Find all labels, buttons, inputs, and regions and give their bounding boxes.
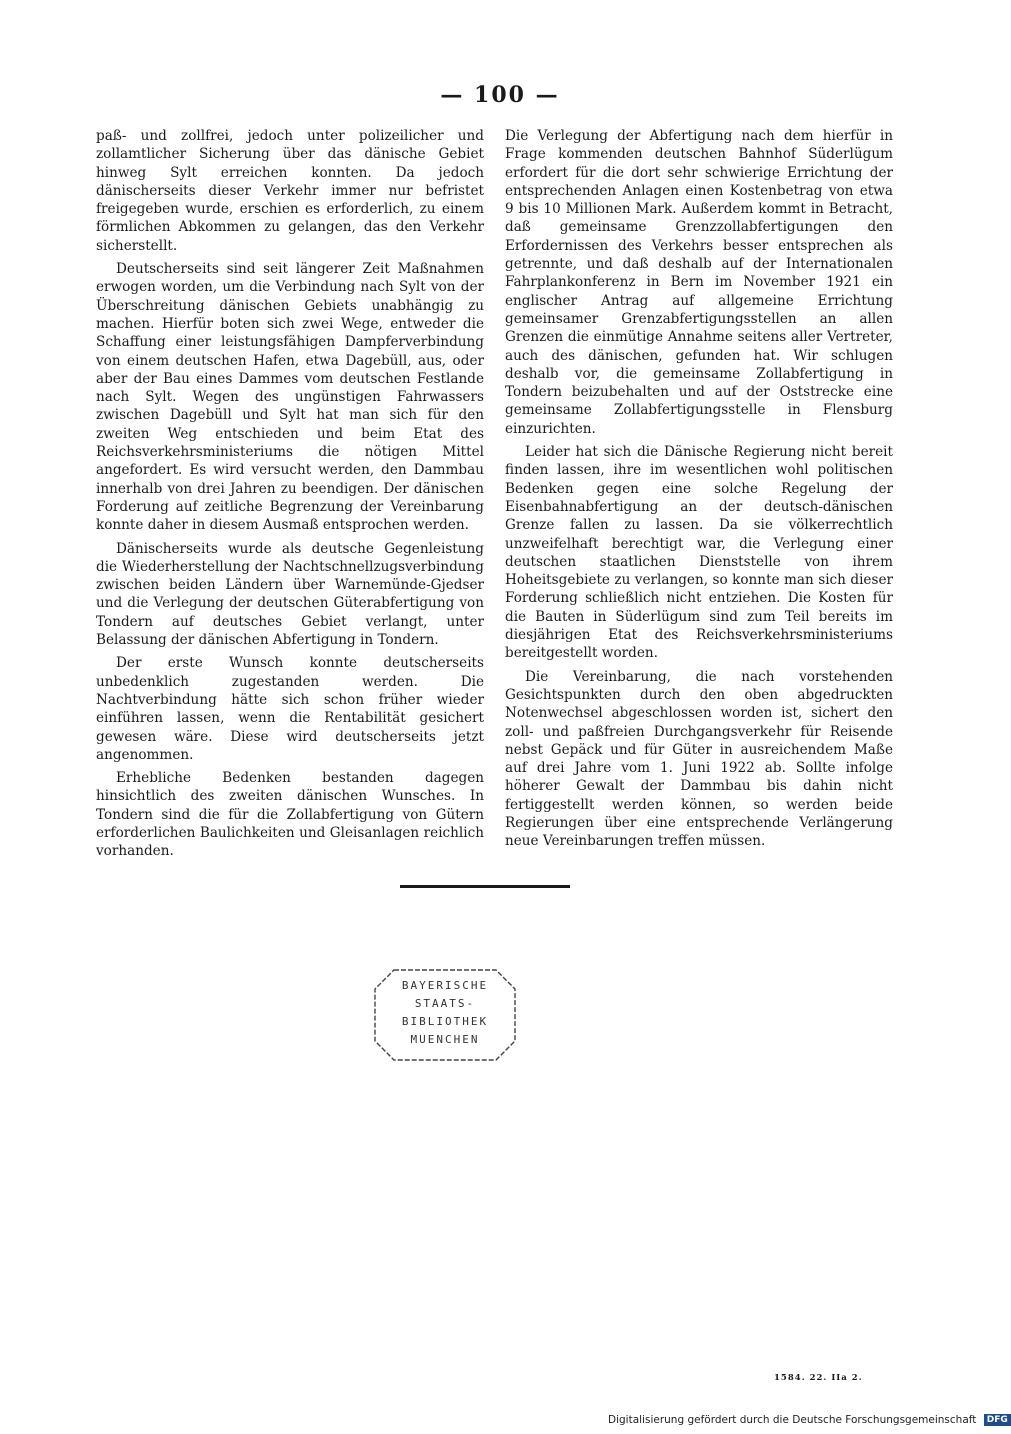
- footer-credit: [608, 1414, 1011, 1426]
- left-column: [96, 127, 484, 866]
- paragraph: Die Vereinbarung, die nach vorstehenden Gesichtspunkten durch den oben abgedruckten Notenwechsel abgeschlossen worden ist, sichert den zoll- und paßfreien Durchgangsverkehr für Reisende nebst Gepäck und für Güter in ausreichendem Maße auf drei Jahre vom 1. Juni 1922 ab. Sollte infolge höherer Gewalt der Dammbau bis dahin nicht fertiggestellt werden können, so werden beide Regierungen über eine entsprechende Verlängerung neue Vereinbarungen treffen müssen.: [505, 668, 893, 850]
- paragraph: Der erste Wunsch konnte deutscherseits unbedenklich zugestanden werden. Die Nachtverbindung hätte sich schon früher wieder einführen lassen, wenn die Rentabilität gesichert gewesen wäre. Diese wird deutscherseits jetzt angenommen.: [96, 655, 484, 763]
- section-divider: [400, 885, 570, 888]
- stamp-line: BAYERISCHE: [401, 979, 489, 992]
- page-number: — 100 —: [440, 82, 560, 108]
- footer-text: Digitalisierung gefördert durch die Deutsche Forschungsgemeinschaft: [608, 1414, 977, 1426]
- dfg-logo-icon: DFG: [984, 1414, 1011, 1426]
- library-stamp: [372, 967, 518, 1063]
- paragraph: paß- und zollfrei, jedoch unter polizeilicher und zollamtlicher Sicherung über das dänische Gebiet hinweg Sylt erreichen konnten. Da jedoch dänischerseits dieser Verkehr immer nur befristet freigegeben wurde, erschien es erforderlich, zu einem förmlichen Abkommen zu gelangen, das den Verkehr sicherstellt.: [96, 128, 484, 254]
- paragraph: Erhebliche Bedenken bestanden dagegen hinsichtlich des zweiten dänischen Wunsches. In Tondern sind die für die Zollabfertigung von Gütern erforderlichen Baulichkeiten und Gleisanlagen reichlich vorhanden.: [96, 770, 484, 860]
- stamp-line: STAATS-: [414, 997, 476, 1010]
- paragraph: Die Verlegung der Abfertigung nach dem hierfür in Frage kommenden deutschen Bahnhof Süderlügum erfordert für die dort sehr schwierige Errichtung der entsprechenden Anlagen einen Kostenbetrag von etwa 9 bis 10 Millionen Mark. Außerdem kommt in Betracht, daß gemeinsame Grenzzollabfertigungen den Erfordernissen des Verkehrs besser entsprechen als getrennte, und daß deshalb auf der Internationalen Fahrplankonferenz in Bern im November 1921 ein englischer Antrag auf allgemeine Errichtung gemeinsamer Grenzabfertigungsstellen an allen Grenzen die einmütige Annahme seitens aller Vertreter, auch des dänischen, gefunden hat. Wir schlugen deshalb vor, die gemeinsame Zollabfertigung in Tondern beizubehalten und auf der Oststrecke eine gemeinsame Zollabfertigungsstelle in Flensburg einzurichten.: [505, 128, 893, 437]
- stamp-line: BIBLIOTHEK: [401, 1015, 489, 1028]
- paragraph: Leider hat sich die Dänische Regierung nicht bereit finden lassen, ihre im wesentlichen wohl politischen Bedenken gegen eine solche Regelung der Eisenbahnabfertigung an der deutsch-dänischen Grenze fallen zu lassen. Da sie völkerrechtlich unzweifelhaft berechtigt war, die Verlegung einer deutschen staatlichen Dienststelle von ihrem Hoheitsgebiete zu verlangen, so konnte man sich dieser Forderung schließlich nicht entziehen. Die Kosten für die Bauten in Süderlügum sind zum Teil bereits im diesjährigen Etat des Reichsverkehrsministeriums bereitgestellt worden.: [505, 444, 893, 662]
- right-column: [505, 127, 893, 856]
- paragraph: Deutscherseits sind seit längerer Zeit Maßnahmen erwogen worden, um die Verbindung nach Sylt von der Überschreitung dänischen Gebiets unabhängig zu machen. Hierfür boten sich zwei Wege, entweder die Schaffung einer leistungsfähigen Dampferverbindung von einem deutschen Hafen, etwa Dagebüll, aus, oder aber der Bau eines Dammes vom deutschen Festlande nach Sylt. Wegen des ungünstigen Fahrwassers zwischen Dagebüll und Sylt hat man sich für den zweiten Weg entschieden und beim Etat des Reichsverkehrsministeriums die nötigen Mittel angefordert. Es wird versucht werden, den Dammbau innerhalb von drei Jahren zu beendigen. Der dänischen Forderung auf zeitliche Begrenzung der Vereinbarung konnte daher in diesem Ausmaß entsprochen werden.: [96, 261, 484, 534]
- print-code: 1584. 22. IIa 2.: [774, 1373, 863, 1383]
- stamp-line: MUENCHEN: [410, 1033, 480, 1046]
- paragraph: Dänischerseits wurde als deutsche Gegenleistung die Wiederherstellung der Nachtschnellzugsverbindung zwischen beiden Ländern über Warnemünde-Gjedser und die Verlegung der deutschen Güterabfertigung von Tondern auf deutsches Gebiet verlangt, unter Belassung der dänischen Abfertigung in Tondern.: [96, 540, 484, 649]
